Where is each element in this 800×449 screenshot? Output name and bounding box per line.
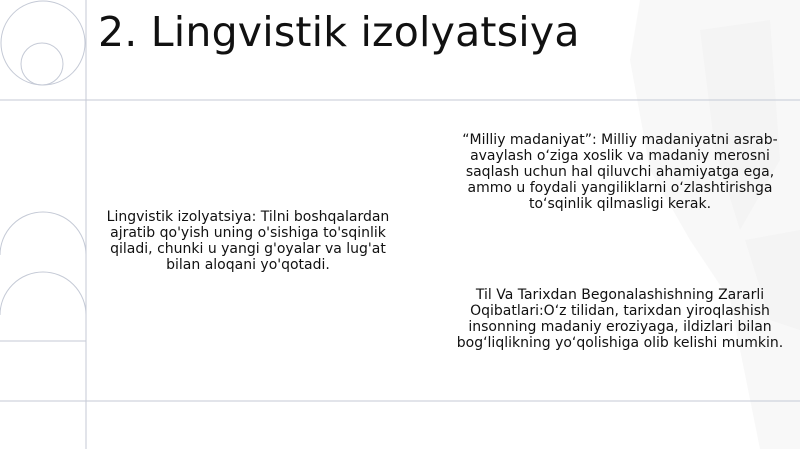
left-paragraph: Lingvistik izolyatsiya: Tilni boshqalardan ajratib qo'yish uning o'sishiga to'sqinlik qiladi, chunki u yangi g'oyalar va lug'at bilan aloqani yo'qotadi. [106, 209, 390, 273]
deco-circle-small [21, 43, 63, 85]
right-top-paragraph: “Milliy madaniyat”: Milliy madaniyatni asrab-avaylash o‘ziga xoslik va madaniy merosni saqlash uchun hal qiluvchi ahamiyatga ega, ammo u foydali yangiliklarni o‘zlashtirishga to‘sqinlik qilmasligi kerak. [462, 132, 778, 212]
deco-arc-upper [0, 212, 86, 255]
deco-arc-lower [0, 272, 86, 315]
slide-title: 2. Lingvistik izolyatsiya [98, 8, 580, 56]
watermark-logo [630, 0, 800, 449]
right-bottom-paragraph: Til Va Tarixdan Begonalashishning Zararli Oqibatlari:O‘z tilidan, tarixdan yiroqlashish insonning madaniy eroziyaga, ildizlari bilan bog‘liqlikning yo‘qolishiga olib kelishi mumkin. [456, 287, 784, 351]
